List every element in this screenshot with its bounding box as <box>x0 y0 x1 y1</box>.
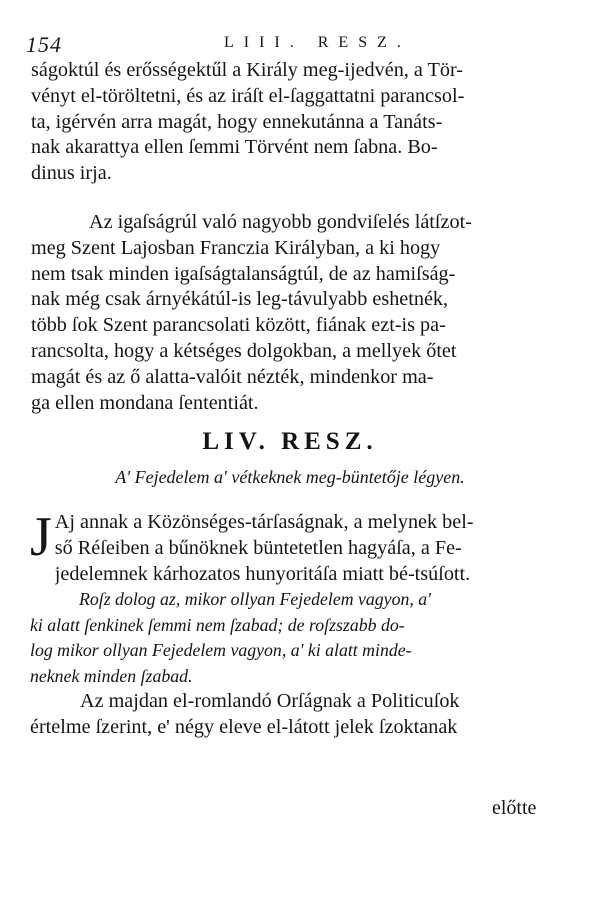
quotation-line: Roſz dolog az, mikor ollyan Fejedelem vagyon, a' <box>79 589 431 610</box>
chapter-header: LIII. RESZ. <box>224 34 411 51</box>
quotation-line: log mikor ollyan Fejedelem vagyon, a' ki alatt minde- <box>30 640 412 661</box>
paragraph-line: nem tsak minden igaſságtalanságtúl, de az hamiſság- <box>31 262 456 285</box>
continued-paragraph <box>31 58 561 187</box>
paragraph-line: Az majdan el-romlandó Orſágnak a Politicuſok <box>80 690 460 713</box>
paragraph-line: Aj annak a Közönséges-tárſaságnak, a melynek bel- <box>54 511 474 533</box>
running-head <box>26 32 546 58</box>
paragraph-line: rancsolta, hogy a kétséges dolgokban, a mellyek őtet <box>31 339 457 362</box>
paragraph-line: magát és az ő alatta-valóit nézték, mindenkor ma- <box>31 365 434 388</box>
section-title: LIV. RESZ. <box>202 428 378 455</box>
opening-paragraph <box>30 506 563 587</box>
chapter-body <box>30 506 563 741</box>
section-subtitle: A' Fejedelem a' vétkeknek meg-büntetője légyen. <box>115 467 465 487</box>
paragraph-line: ságoktúl és erősségektűl a Király meg-ijedvén, a Tör- <box>31 59 464 81</box>
paragraph-line: meg Szent Lajosban Franczia Királyban, a ki hogy <box>31 236 441 259</box>
catchword: előtte <box>492 797 537 819</box>
paragraph-line: jedelemnek kárhozatos hunyoritáſa miatt bé-tsúſott. <box>54 562 471 585</box>
paragraph-line: nak még csak árnyékátúl-is leg-távulyabb eshetnék, <box>31 288 449 311</box>
paragraph-line: értelme ſzerint, e' négy eleve el-látott jelek ſzoktanak <box>30 716 458 739</box>
paragraph-line: ga ellen mondana ſententiát. <box>31 391 259 414</box>
page-number: 154 <box>26 32 62 57</box>
paragraph-line: dinus irja. <box>31 162 112 185</box>
drop-cap-letter: J <box>30 506 52 568</box>
paragraph-line: nak akarattya ellen ſemmi Törvént nem ſabna. Bo- <box>31 136 438 159</box>
final-paragraph <box>30 689 563 741</box>
italic-quotation <box>30 587 563 689</box>
paragraph-line: ta, igérvén arra magát, hogy ennekutánna a Tanáts- <box>31 110 443 133</box>
paragraph-line: több ſok Szent parancsolati között, fiának ezt-is pa- <box>31 314 446 337</box>
paragraph-line: ső Réſeiben a bűnöknek büntetetlen hagyáſa, a Fe- <box>54 536 462 559</box>
section-heading <box>30 428 550 489</box>
quotation-line: ki alatt ſenkinek ſemmi nem ſzabad; de roſzszabb do- <box>30 614 405 635</box>
paragraph-line: Az igaſságrúl való nagyobb gondviſelés látſzot- <box>89 211 472 233</box>
quotation-line: neknek minden ſzabad. <box>30 665 193 686</box>
paragraph-line: vényt el-töröltetni, és az iráſt el-ſaggattatni parancsol- <box>31 84 465 107</box>
saint-louis-paragraph <box>31 210 561 416</box>
